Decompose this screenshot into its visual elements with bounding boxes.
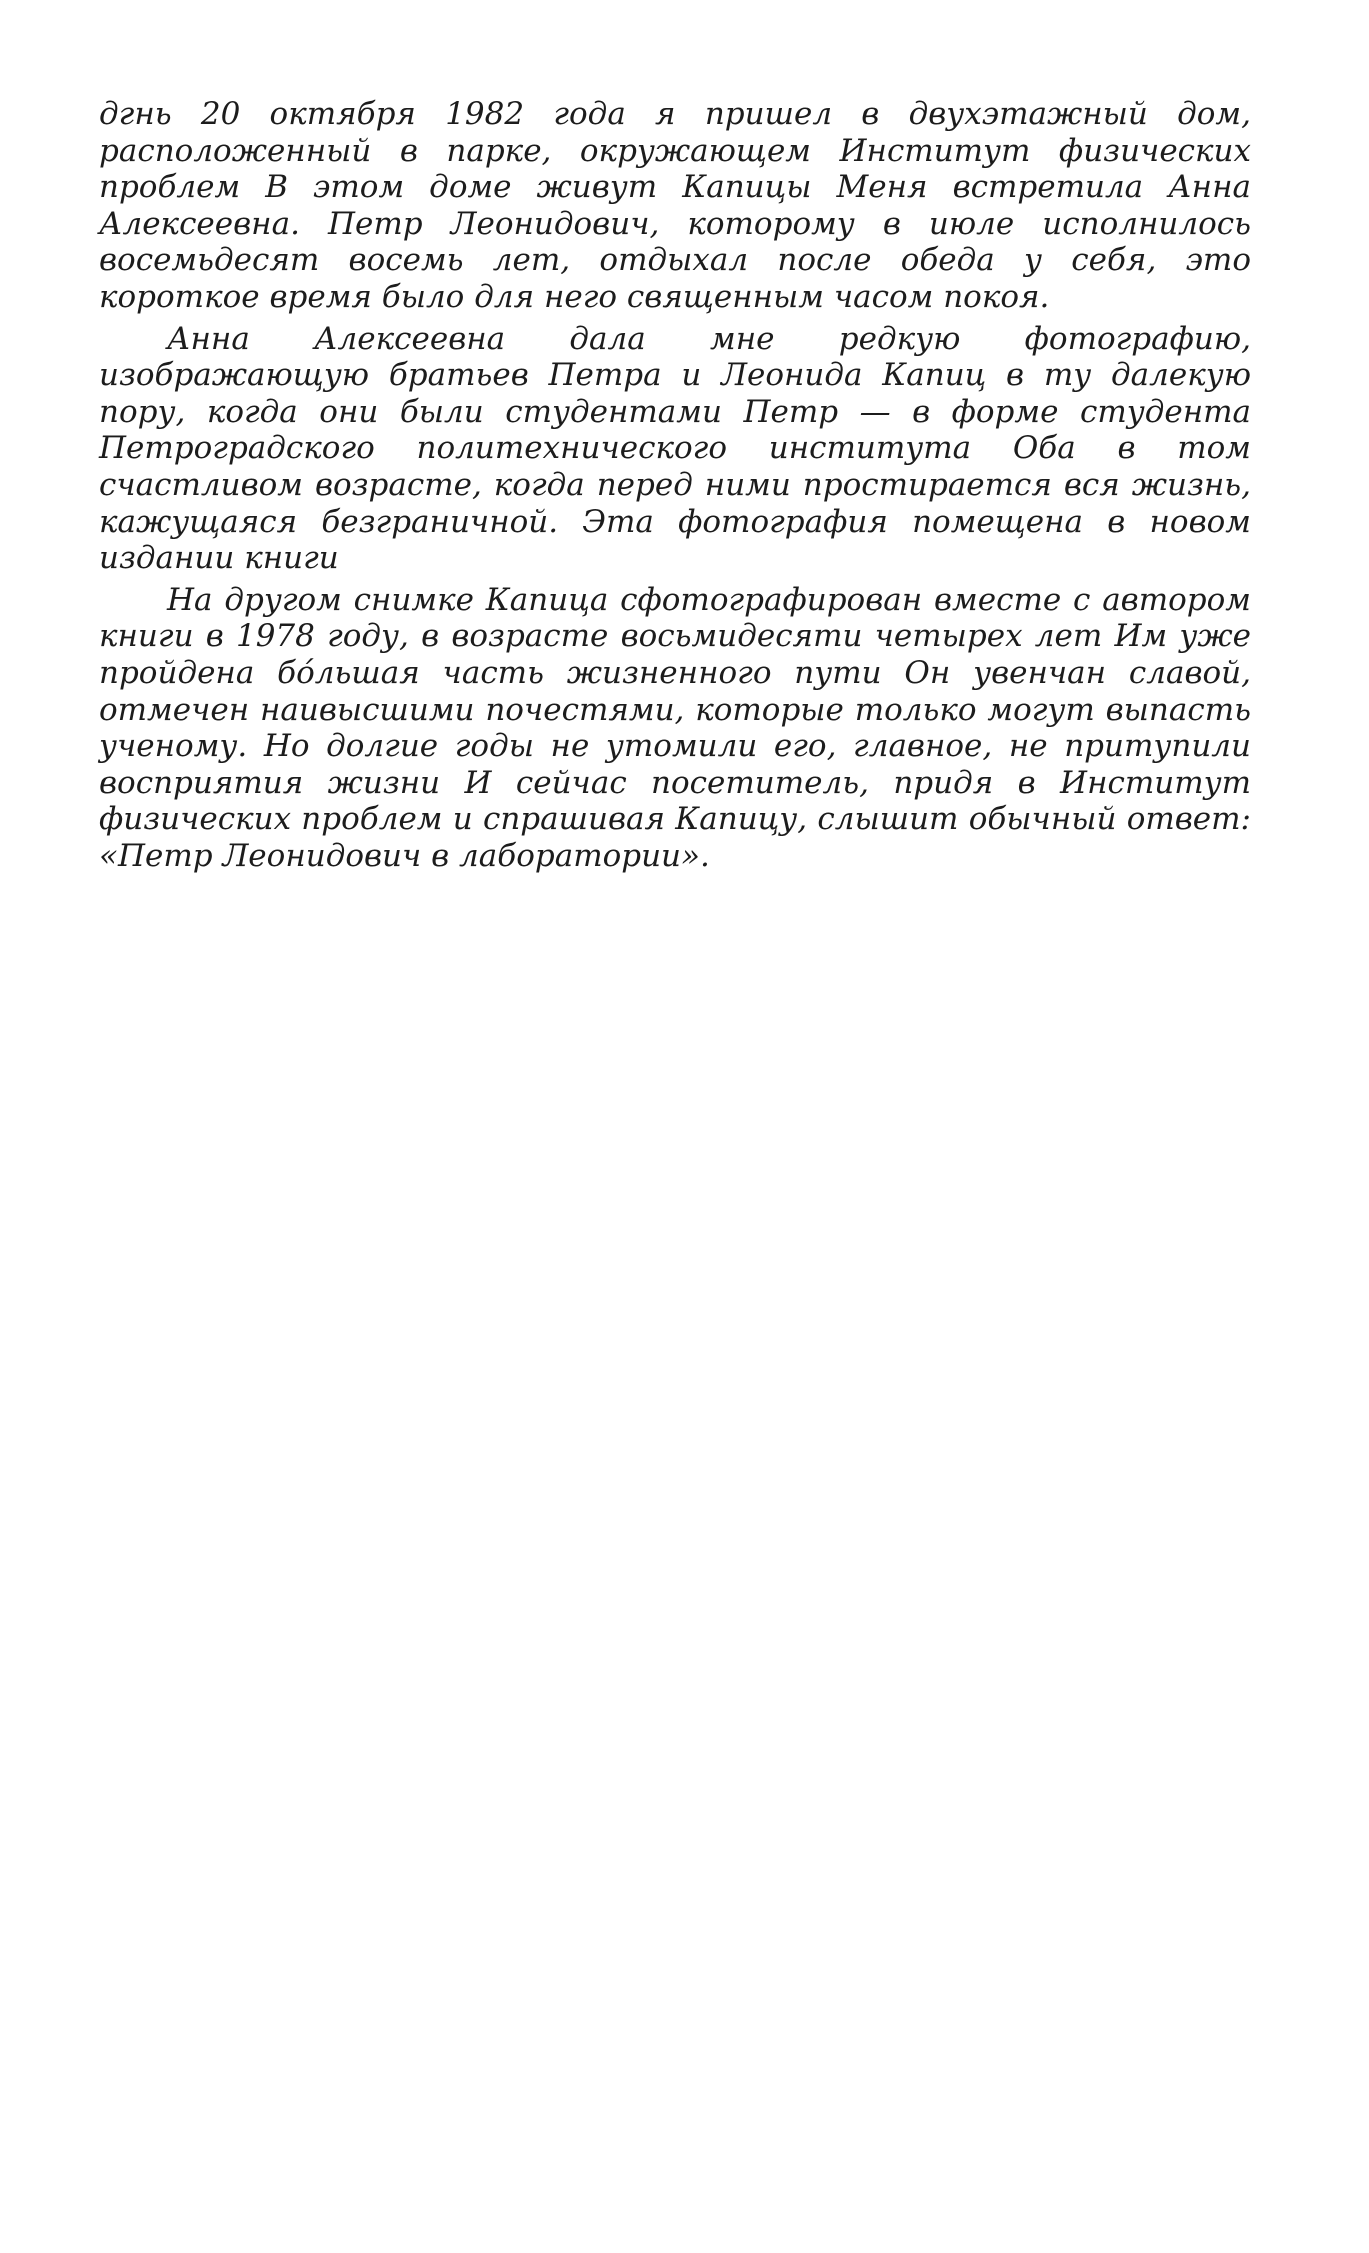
paragraph-1: дгнь 20 октября 1982 года я пришел в двухэтажный дом, расположенный в парке, окружающем Институт физических проблем В этом доме живут Капицы Меня встретила Анна Алексеевна. Петр Леонидович, которому в июле исполнилось восемьдесят восемь лет, отдыхал после обеда у себя, это короткое время было для него священным часом покоя. [99, 96, 1251, 315]
paragraph-3: На другом снимке Капица сфотографирован вместе с автором книги в 1978 году, в возрасте восьмидесяти четырех лет Им уже пройдена бóльшая часть жизненного пути Он увенчан славой, отмечен наивысшими почестями, которые только могут выпасть ученому. Но долгие годы не утомили его, главное, не притупили восприятия жизни И сейчас посетитель, придя в Институт физических проблем и спрашивая Капицу, слышит обычный ответ: «Петр Леонидович в лаборатории». [99, 581, 1251, 874]
paragraph-2: Анна Алексеевна дала мне редкую фотографию, изображающую братьев Петра и Леонида Капиц в ту далекую пору, когда они были студентами Петр — в форме студента Петроградского политехнического института Оба в том счастливом возрасте, когда перед ними простирается вся жизнь, кажущаяся безграничной. Эта фотография помещена в новом издании книги [99, 320, 1251, 577]
body-text [99, 96, 1251, 879]
